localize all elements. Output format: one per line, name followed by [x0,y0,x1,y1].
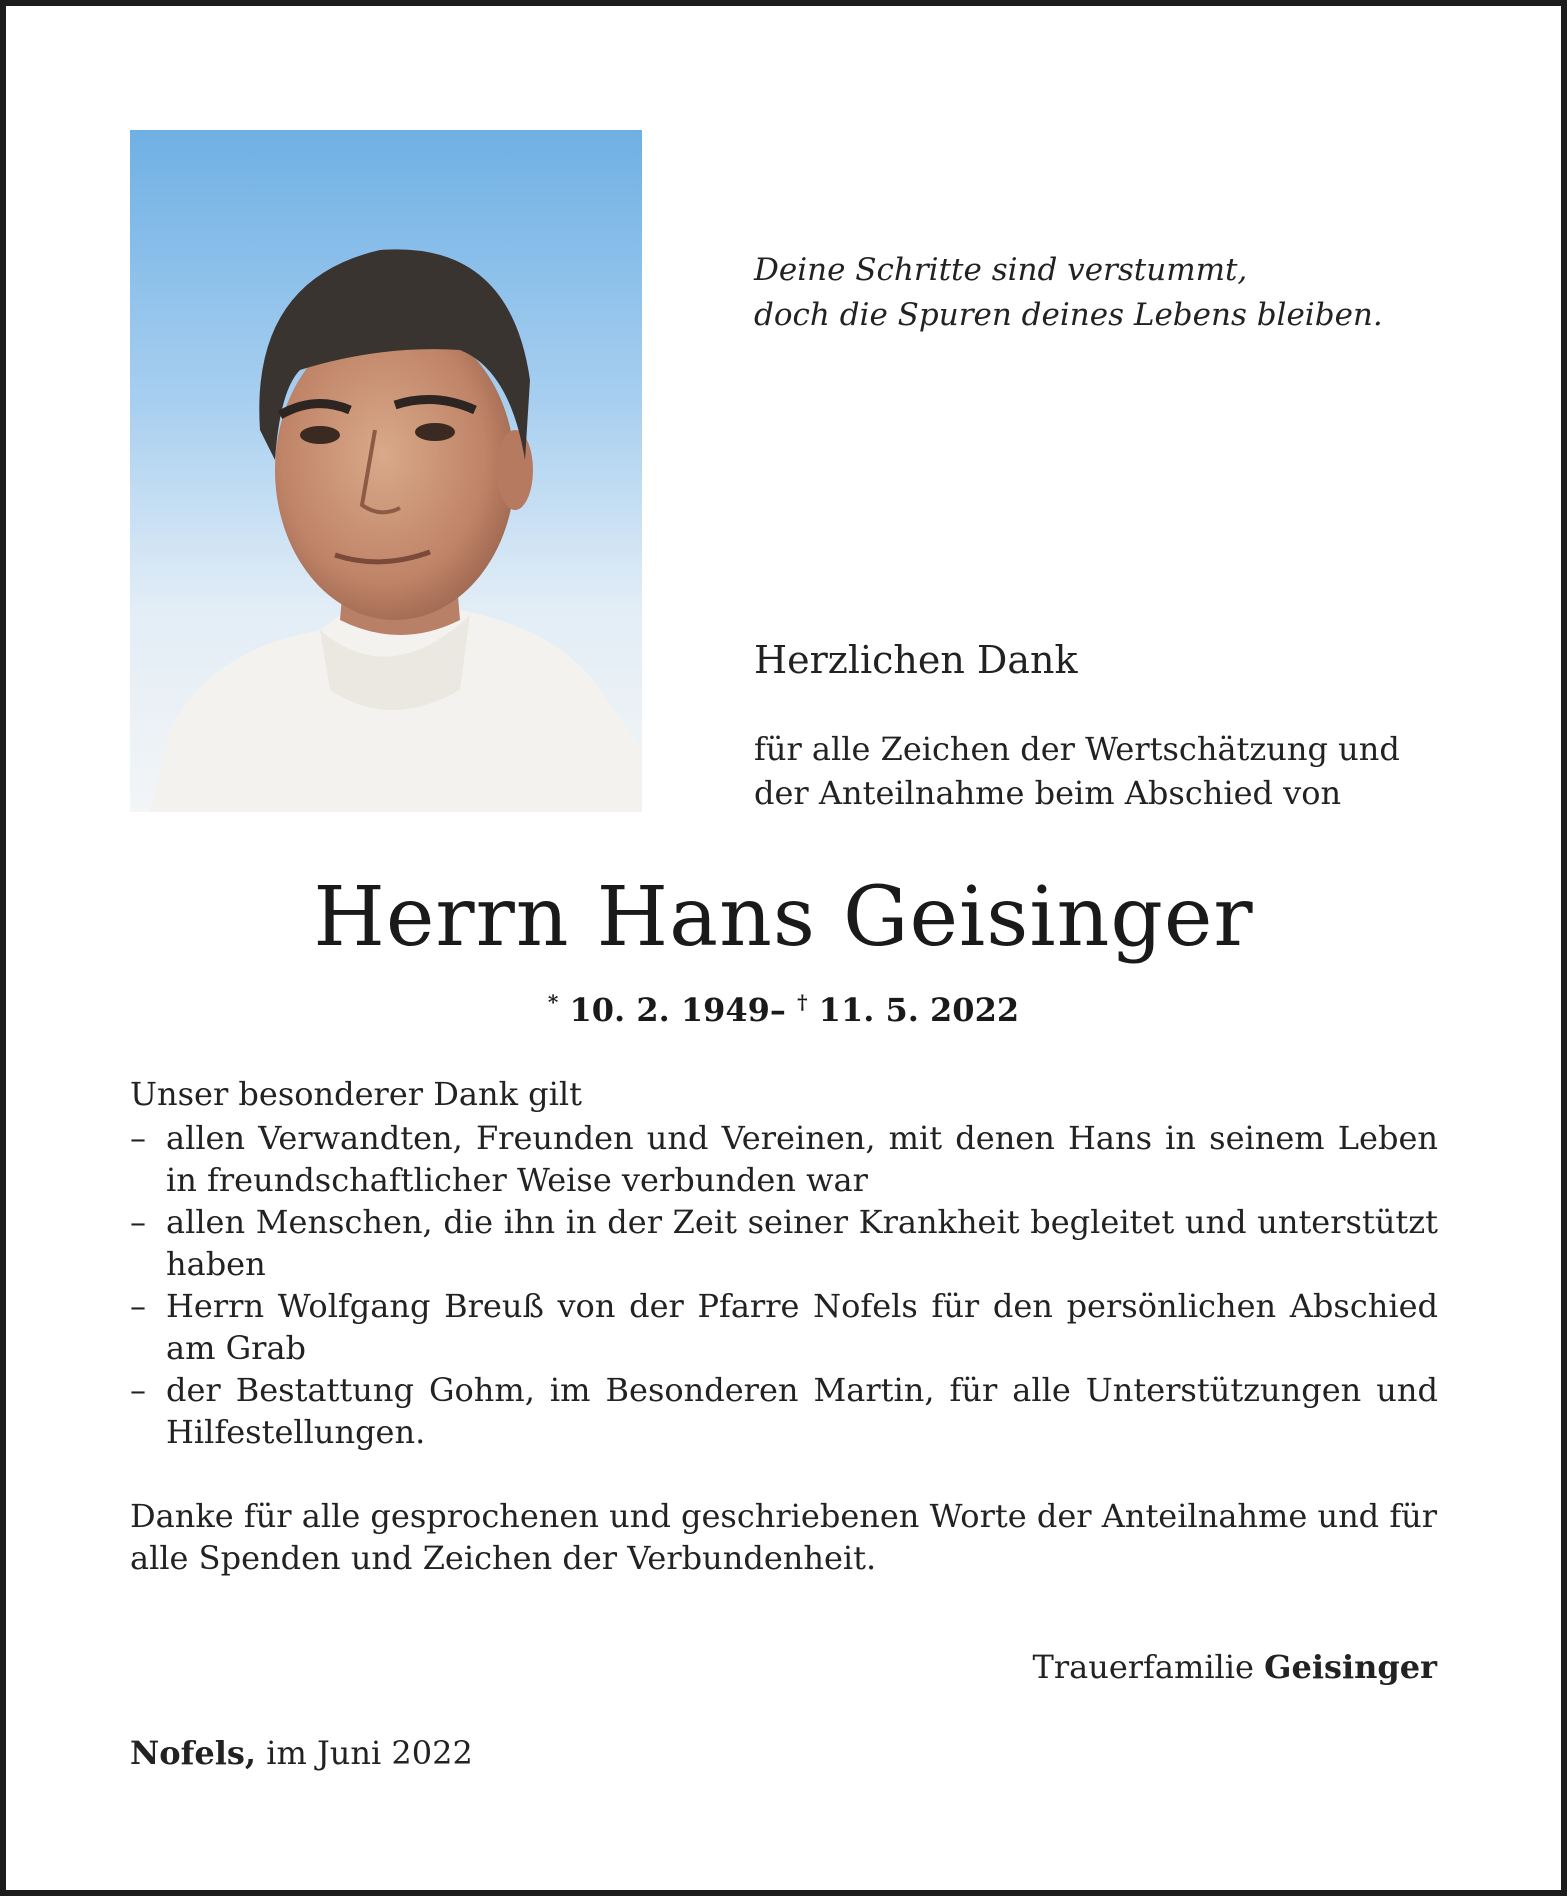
thanks-intro-line-2: der Anteilnahme beim Abschied von [754,774,1342,812]
portrait-photo [130,130,642,812]
birth-date: 10. 2. 1949 [569,991,770,1029]
special-thanks-section [130,1073,1438,1579]
list-item [130,1369,1438,1453]
closing-paragraph: Danke für alle gesprochenen und geschriebenen Worte der Anteilnahme und für alle Spenden und Zeichen der Verbundenheit. [130,1497,1438,1577]
place-date [130,1734,473,1772]
place: Nofels, [130,1734,257,1772]
list-item-text: der Bestattung Gohm, im Besonderen Martin, für alle Unterstützungen und Hilfestellungen. [166,1371,1438,1451]
dash-bullet: – [130,1371,146,1409]
birth-symbol: * [547,990,559,1014]
special-thanks-list [130,1117,1438,1453]
life-dates [0,990,1567,1029]
thanks-intro-line-1: für alle Zeichen der Wertschätzung und [754,730,1400,768]
date: im Juni 2022 [266,1734,473,1772]
death-date: 11. 5. 2022 [818,991,1020,1029]
list-item [130,1201,1438,1285]
signature-prefix: Trauerfamilie [1032,1648,1254,1686]
motto-quote [754,248,1383,338]
motto-line-1: Deine Schritte sind verstummt, [754,252,1248,288]
list-item-text: Herrn Wolfgang Breuß von der Pfarre Nofels für den persönlichen Abschied am Grab [166,1287,1438,1367]
death-symbol: † [797,990,808,1014]
dash-bullet: – [130,1203,146,1241]
special-thanks-intro: Unser besonderer Dank gilt [130,1075,582,1113]
list-item-text: allen Menschen, die ihn in der Zeit seiner Krankheit begleitet und unterstützt haben [166,1203,1438,1283]
date-separator: – [769,991,786,1029]
signature-family: Geisinger [1264,1648,1437,1686]
dash-bullet: – [130,1119,146,1157]
list-item-text: allen Verwandten, Freunden und Vereinen, mit denen Hans in seinem Leben in freundschaftlicher Weise verbunden war [166,1119,1438,1199]
motto-line-2: doch die Spuren deines Lebens bleiben. [754,297,1383,333]
list-item [130,1285,1438,1369]
thanks-heading: Herzlichen Dank [754,638,1078,682]
list-item [130,1117,1438,1201]
deceased-name: Herrn Hans Geisinger [313,870,1254,965]
dash-bullet: – [130,1287,146,1325]
signature [1032,1648,1437,1686]
thanks-intro [754,727,1400,815]
